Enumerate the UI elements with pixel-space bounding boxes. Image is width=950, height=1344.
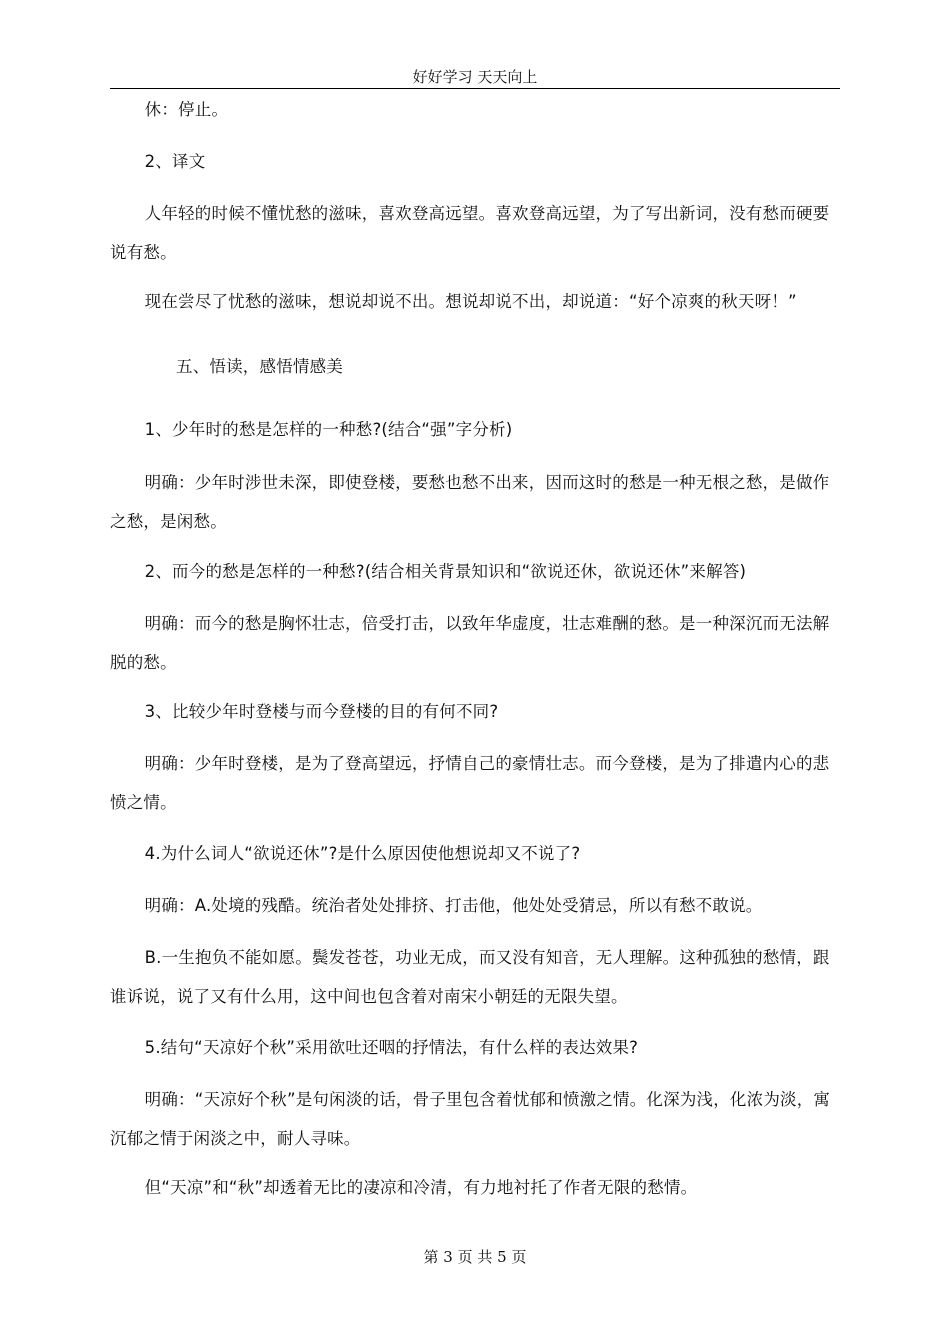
translation-paragraph-1: 人年轻的时候不懂忧愁的滋味，喜欢登高远望。喜欢登高远望，为了写出新词，没有愁而硬要说有愁。	[110, 204, 830, 262]
question-1: 1、少年时的愁是怎样的一种愁?(结合“强”字分析)	[144, 420, 513, 439]
section-heading-5: 五、悟读，感悟情感美	[176, 357, 343, 376]
translation-paragraph-2: 现在尝尽了忧愁的滋味，想说却说不出。想说却说不出，却说道：“好个凉爽的秋天呀！”	[144, 292, 797, 311]
answer-3: 明确：少年时登楼，是为了登高望远，抒情自己的豪情壮志。而今登楼，是为了排遣内心的悲愤之情。	[110, 754, 830, 812]
page-number: 第 3 页 共 5 页	[423, 1248, 527, 1266]
page-header: 好好学习 天天向上	[412, 68, 538, 86]
question-3: 3、比较少年时登楼与而今登楼的目的有何不同?	[144, 702, 499, 721]
answer-4b: B.一生抱负不能如愿。鬓发苍苍，功业无成，而又没有知音，无人理解。这种孤独的愁情，跟谁诉说，说了又有什么用，这中间也包含着对南宋小朝廷的无限失望。	[110, 948, 830, 1006]
header-divider	[110, 88, 840, 89]
answer-5-continued: 但“天凉”和“秋”却透着无比的凄凉和冷清，有力地衬托了作者无限的愁情。	[144, 1178, 698, 1197]
subheading-translation: 2、译文	[144, 152, 206, 171]
question-4: 4.为什么词人“欲说还休”?是什么原因使他想说却又不说了?	[144, 844, 581, 863]
question-5: 5.结句“天凉好个秋”采用欲吐还咽的抒情法，有什么样的表达效果?	[144, 1038, 639, 1057]
answer-2: 明确：而今的愁是胸怀壮志，倍受打击，以致年华虚度，壮志难酬的愁。是一种深沉而无法解脱的愁。	[110, 614, 830, 672]
definition-line: 休：停止。	[144, 100, 229, 119]
question-2: 2、而今的愁是怎样的一种愁?(结合相关背景知识和“欲说还休，欲说还休”来解答)	[144, 562, 747, 581]
answer-5: 明确：“天凉好个秋”是句闲淡的话，骨子里包含着忧郁和愤激之情。化深为浅，化浓为淡，寓沉郁之情于闲淡之中，耐人寻味。	[110, 1090, 831, 1148]
answer-4a: 明确：A.处境的残酷。统治者处处排挤、打击他，他处处受猜忌，所以有愁不敢说。	[144, 896, 763, 915]
answer-1: 明确：少年时涉世未深，即使登楼，要愁也愁不出来，因而这时的愁是一种无根之愁，是做作之愁，是闲愁。	[110, 473, 830, 531]
